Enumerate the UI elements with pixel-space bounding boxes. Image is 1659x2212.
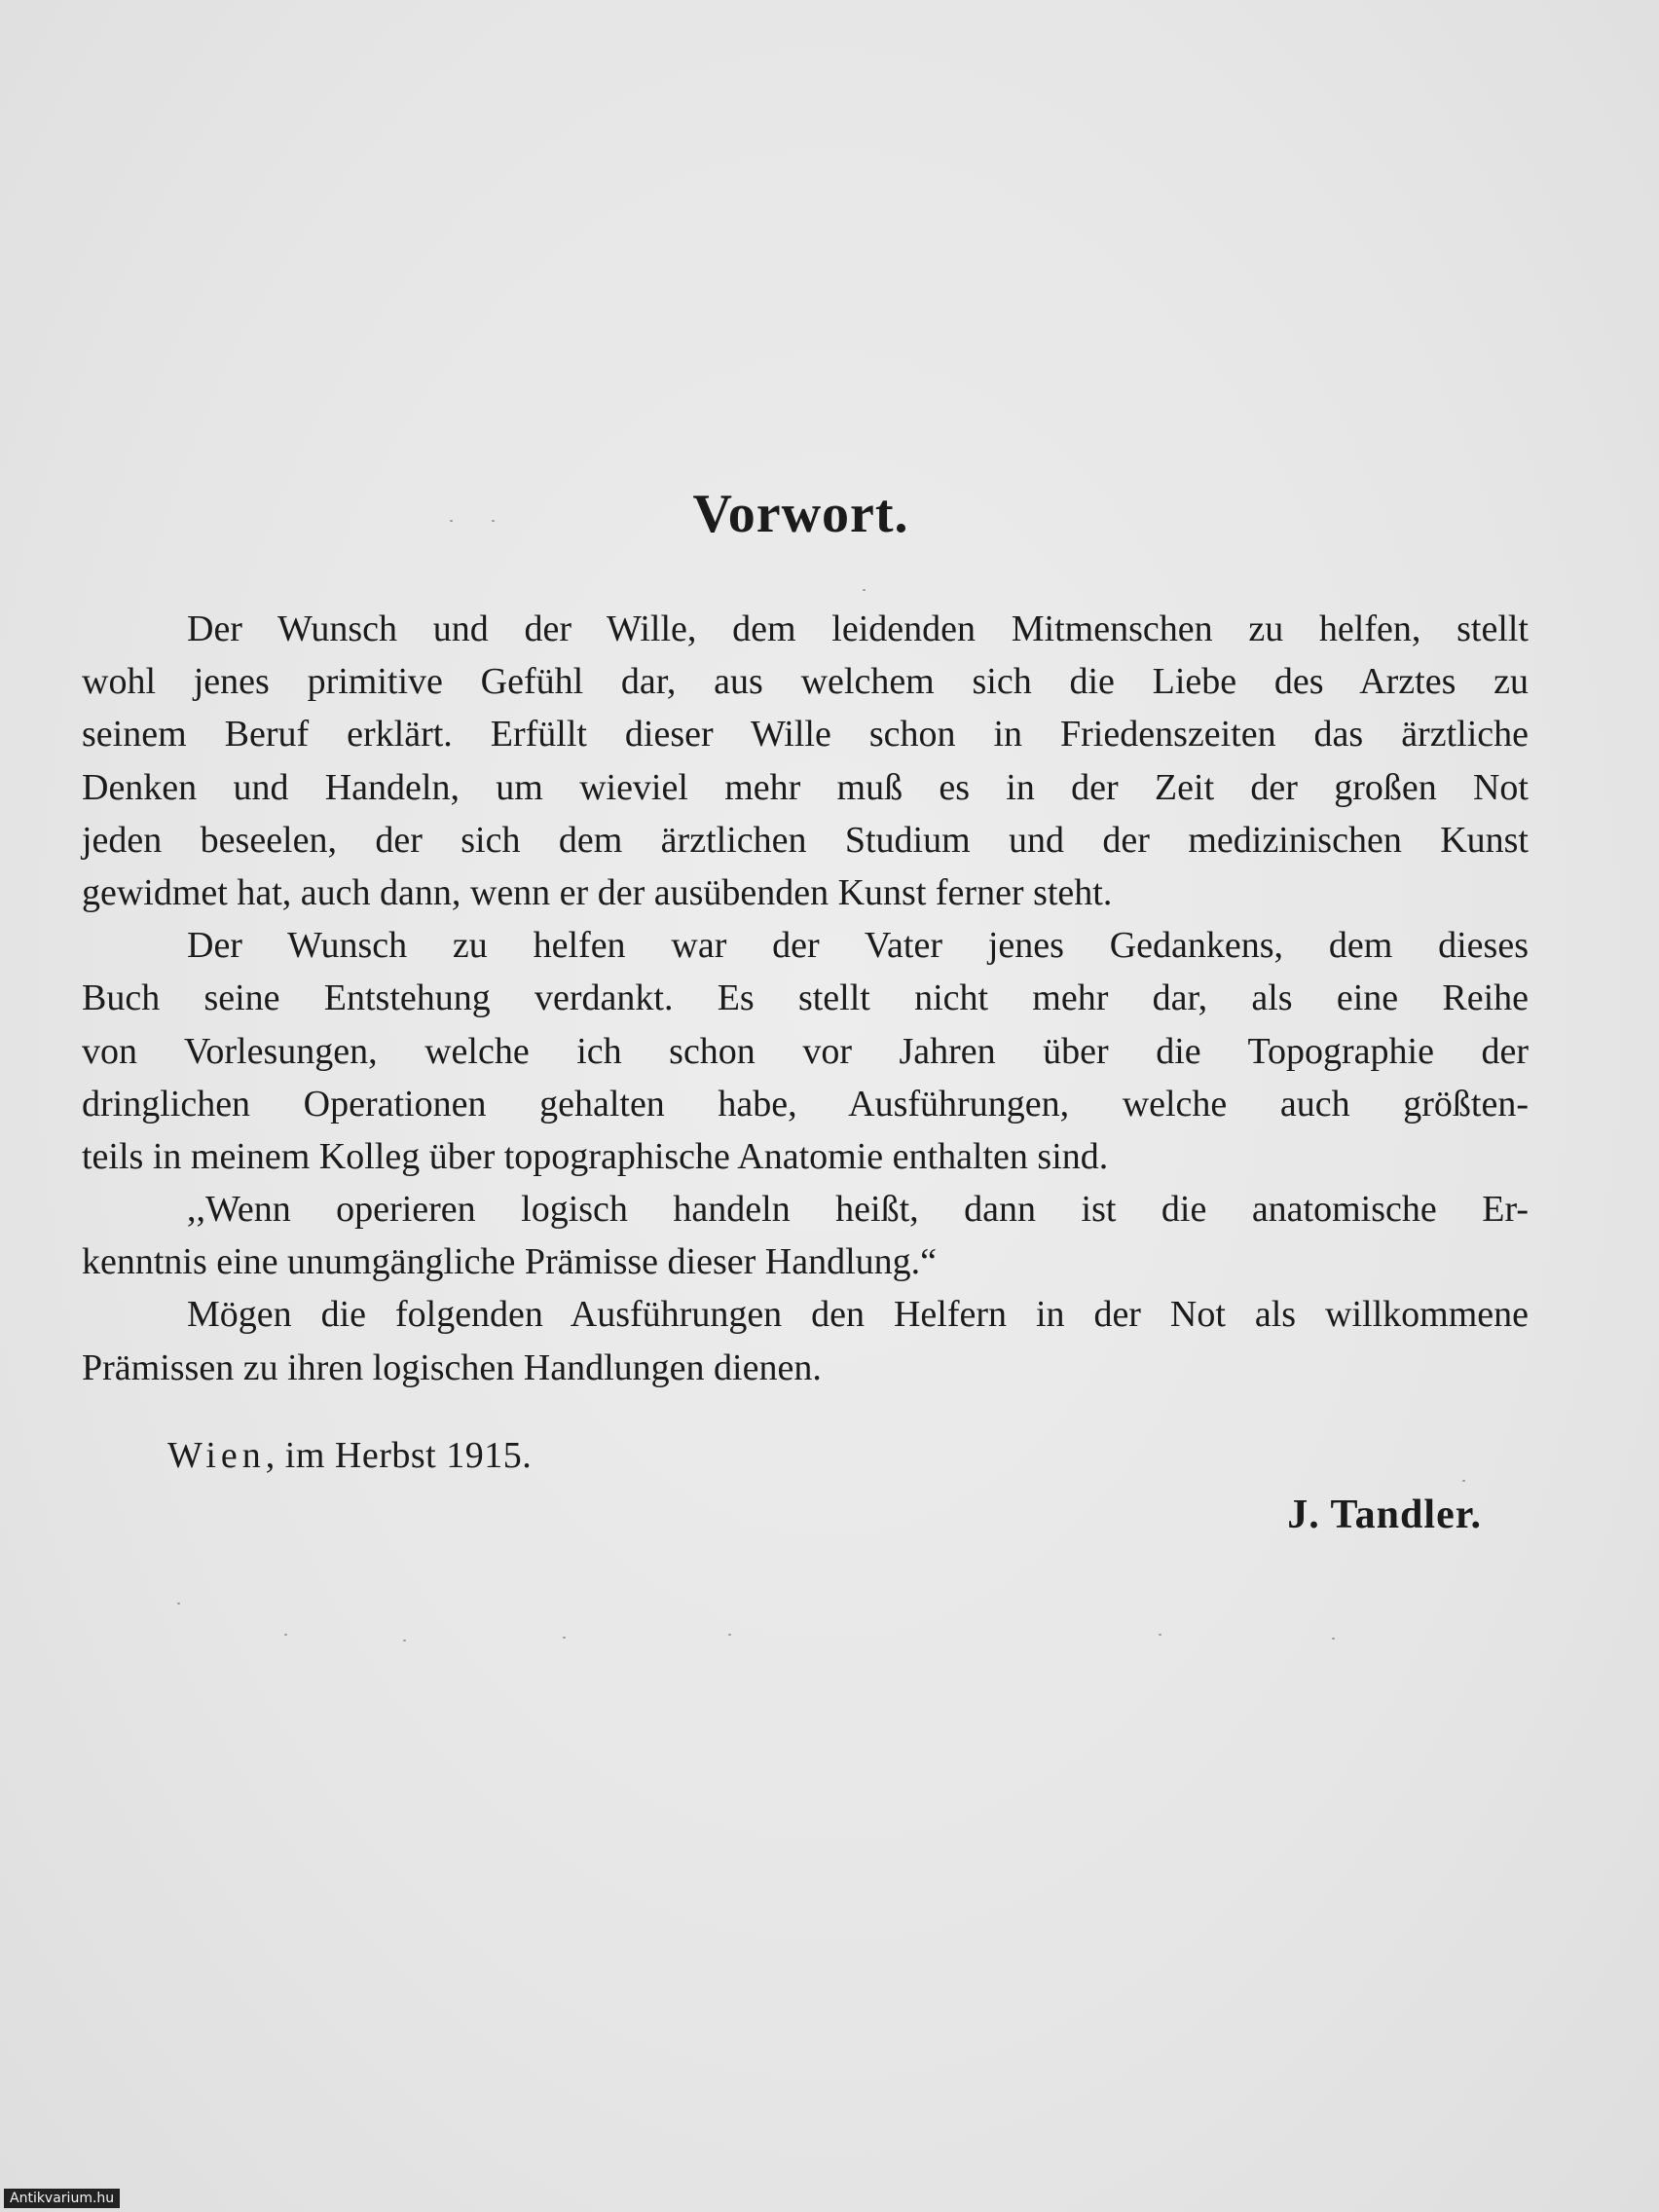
text-line: Mögen die folgenden Ausführungen den Helfern in der Not als willkommene (187, 1294, 1529, 1336)
page-title: Vorwort. (692, 484, 909, 544)
paper-speck (284, 1634, 287, 1636)
text-line: Der Wunsch zu helfen war der Vater jenes Gedankens, dem dieses (187, 925, 1529, 967)
text-line: Prämissen zu ihren logischen Handlungen dienen. (82, 1346, 822, 1388)
paper-speck (177, 1603, 180, 1604)
paper-speck (728, 1634, 731, 1636)
watermark-label: Antikvarium.hu (4, 2189, 120, 2208)
text-line: kenntnis eine unumgängliche Prämisse dieser Handlung.“ (82, 1241, 938, 1283)
text-line: von Vorlesungen, welche ich schon vor Jahren über die Topographie der (82, 1030, 1529, 1072)
text-line: dringlichen Operationen gehalten habe, Ausführungen, welche auch größten- (82, 1083, 1529, 1124)
text-line: Buch seine Entstehung verdankt. Es stellt nicht mehr dar, als eine Reihe (82, 977, 1529, 1019)
place-date-line (167, 1429, 532, 1482)
paper-speck (1159, 1634, 1161, 1636)
paper-speck (1462, 1480, 1465, 1482)
paper-speck (563, 1637, 566, 1639)
text-line: ,,Wenn operieren logisch handeln heißt, dann ist die anatomische Er- (187, 1189, 1529, 1231)
text-line: gewidmet hat, auch dann, wenn er der ausübenden Kunst ferner steht. (82, 871, 1113, 913)
text-line: teils in meinem Kolleg über topographische Anatomie enthalten sind. (82, 1135, 1109, 1177)
text-line: jeden beseelen, der sich dem ärztlichen Studium und der medizinischen Kunst (82, 819, 1529, 861)
text-line: Der Wunsch und der Wille, dem leidenden Mitmenschen zu helfen, stellt (187, 608, 1529, 649)
paper-speck (403, 1640, 406, 1641)
place-name: Wien (167, 1435, 266, 1476)
paper-speck (492, 520, 495, 522)
text-line: wohl jenes primitive Gefühl dar, aus welchem sich die Liebe des Arztes zu (82, 661, 1529, 703)
paper-speck (1332, 1638, 1335, 1640)
author-signature: J. Tandler. (1287, 1493, 1482, 1537)
paper-speck (450, 520, 453, 522)
text-line: seinem Beruf erklärt. Erfüllt dieser Wille schon in Friedenszeiten das ärztliche (82, 714, 1529, 756)
paper-speck (863, 589, 866, 591)
foreword-body (82, 603, 1529, 1394)
date-text: , im Herbst 1915. (265, 1435, 533, 1476)
text-line: Denken und Handeln, um wieviel mehr muß es in der Zeit der großen Not (82, 766, 1529, 808)
